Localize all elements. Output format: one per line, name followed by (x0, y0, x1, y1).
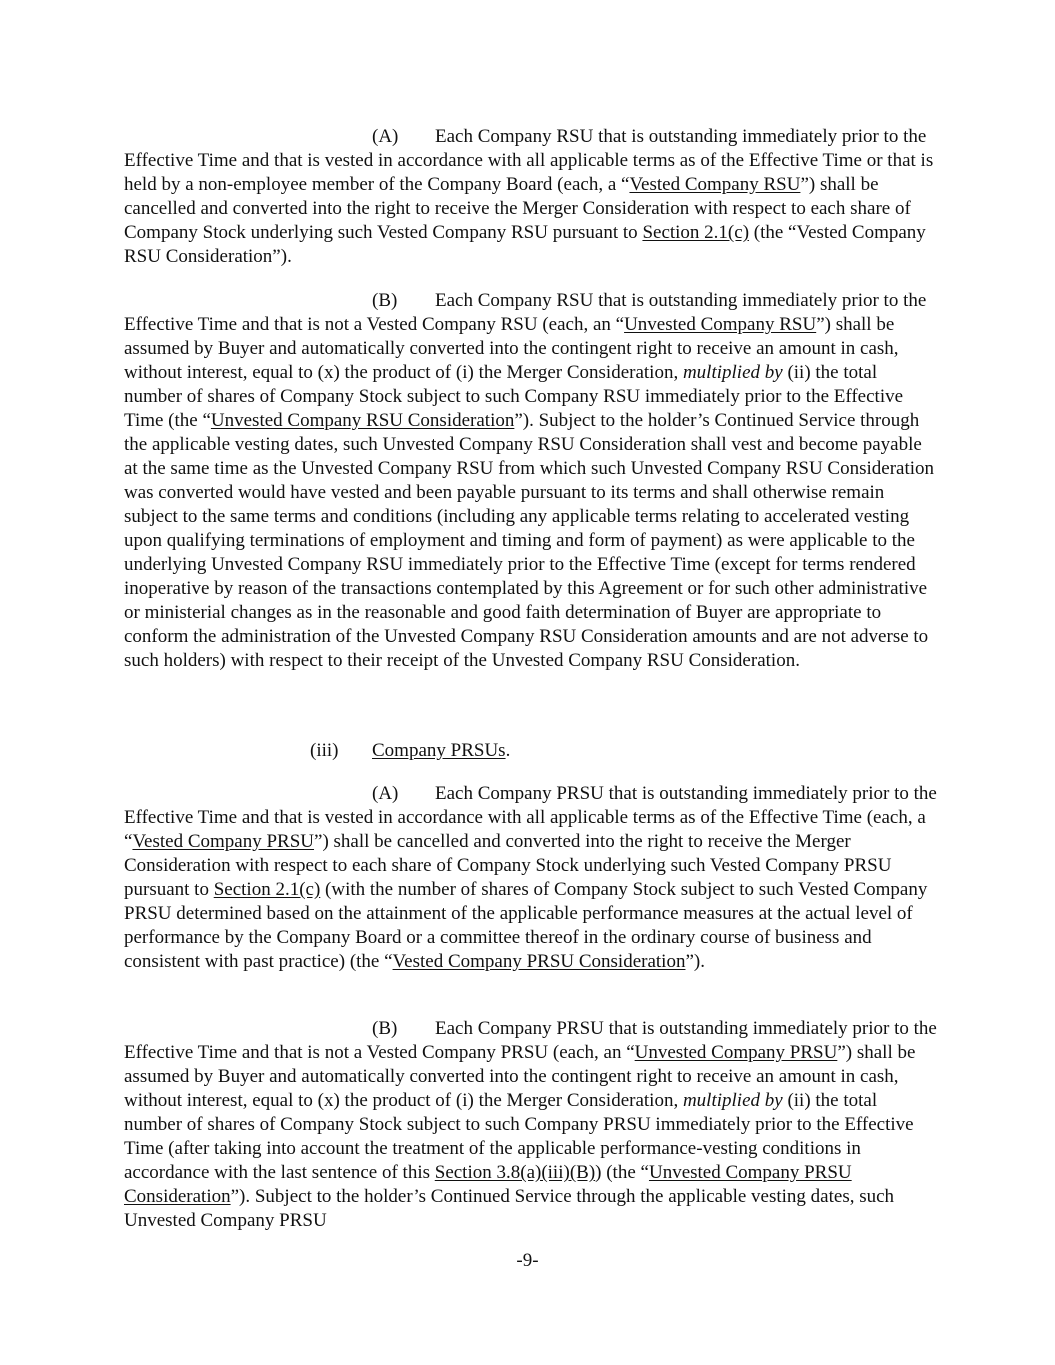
paragraph-rsu-a: (A) Each Company RSU that is outstanding immediately prior to the Effective Time and that is vested in accordance with all applicable terms as of the Effective Time or that is held by a non-employee member of the Company Board (each, a “Vested Company RSU”) shall be cancelled and converted into the right to receive the Merger Consideration with respect to each share of Company Stock underlying such Vested Company RSU pursuant to Section 2.1(c) (the “Vested Company RSU Consideration”). (124, 126, 934, 267)
defined-term: Vested Company PRSU (132, 831, 315, 852)
page-number: -9- (516, 1250, 539, 1271)
defined-term: Vested Company RSU (629, 174, 801, 195)
defined-term: Vested Company PRSU Consideration (392, 951, 686, 972)
paragraph-prsu-b: (B) Each Company PRSU that is outstanding immediately prior to the Effective Time and that is not a Vested Company PRSU (each, an “Unvested Company PRSU”) shall be assumed by Buyer and automatically converted into the contingent right to receive an amount in cash, without interest, equal to (x) the product of (i) the Merger Consideration, multiplied by (ii) the total number of shares of Company Stock subject to such Company PRSU immediately prior to the Effective Time (after taking into account the treatment of the applicable performance-vesting conditions in accordance with the last sentence of this Section 3.8(a)(iii)(B)) (the “Unvested Company PRSU Consideration”). Subject to the holder’s Continued Service through the applicable vesting dates, such Unvested Company PRSU (124, 1018, 937, 1231)
paragraph-label: (B) (372, 290, 398, 311)
italic-term: multiplied by (682, 362, 783, 383)
heading-title: Company PRSUs (372, 740, 506, 761)
section-reference: Section 2.1(c) (642, 222, 750, 243)
section-reference: Section 2.1(c) (213, 879, 321, 900)
italic-term: multiplied by (682, 1090, 783, 1111)
defined-term: Unvested Company RSU Consideration (210, 410, 515, 431)
heading-number: (iii) (310, 740, 339, 761)
defined-term: Unvested Company RSU (624, 314, 817, 335)
defined-term: Unvested Company PRSU (634, 1042, 838, 1063)
paragraph-rsu-b: (B) Each Company RSU that is outstanding immediately prior to the Effective Time and that is not a Vested Company RSU (each, an “Unvested Company RSU”) shall be assumed by Buyer and automatically converted into the contingent right to receive an amount in cash, without interest, equal to (x) the product of (i) the Merger Consideration, multiplied by (ii) the total number of shares of Company Stock subject to such Company RSU immediately prior to the Effective Time (the “Unvested Company RSU Consideration”). Subject to the holder’s Continued Service through the applicable vesting dates, such Unvested Company RSU Consideration shall vest and become payable at the same time as the Unvested Company RSU from which such Unvested Company RSU Consideration was converted would have vested and been payable pursuant to its terms and shall otherwise remain subject to the same terms and conditions (including any applicable terms relating to accelerated vesting upon qualifying terminations of employment and timing and form of payment) as were applicable to the underlying Unvested Company RSU immediately prior to the Effective Time (except for terms rendered inoperative by reason of the transactions contemplated by this Agreement or for such other administrative or ministerial changes as in the reasonable and good faith determination of Buyer are appropriate to conform the administration of the Unvested Company RSU Consideration amounts and are not adverse to such holders) with respect to their receipt of the Unvested Company RSU Consideration. (124, 290, 935, 671)
paragraph-label: (A) (372, 783, 399, 804)
paragraph-prsu-a: (A) Each Company PRSU that is outstanding immediately prior to the Effective Time and that is vested in accordance with all applicable terms as of the Effective Time (each, a “Vested Company PRSU”) shall be cancelled and converted into the right to receive the Merger Consideration with respect to each share of Company Stock underlying such Vested Company PRSU pursuant to Section 2.1(c) (with the number of shares of Company Stock subject to such Vested Company PRSU determined based on the attainment of the applicable performance measures at the actual level of performance by the Company Board or a committee thereof in the ordinary course of business and consistent with past practice) (the “Vested Company PRSU Consideration”). (124, 783, 937, 972)
paragraph-label: (A) (372, 126, 399, 147)
paragraph-label: (B) (372, 1018, 398, 1039)
section-reference: Section 3.8(a)(iii)(B) (434, 1162, 596, 1183)
defined-term: Unvested Company PRSU Consideration (124, 1162, 852, 1207)
section-heading-company-prsus: (iii) Company PRSUs. (310, 740, 511, 761)
